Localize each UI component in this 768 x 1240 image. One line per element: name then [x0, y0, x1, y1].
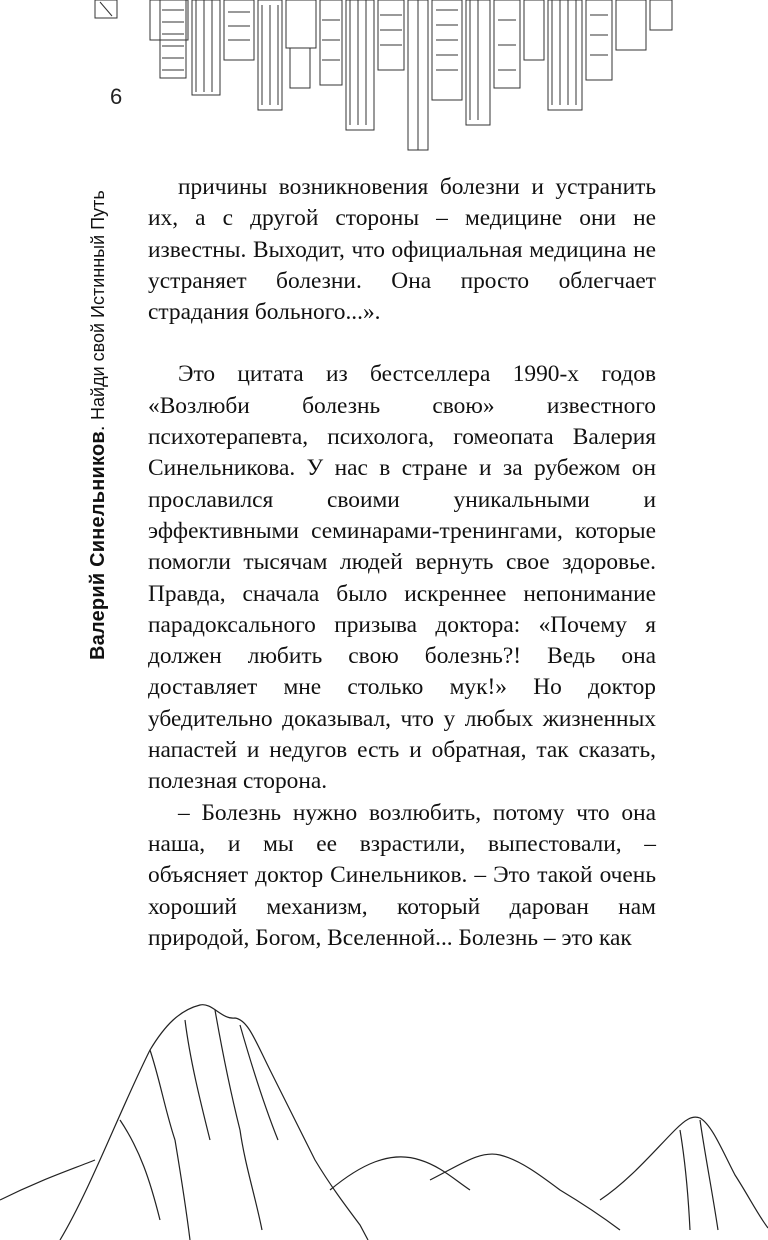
paragraph-continued: причины возникновения болезни и устранить их, а с другой стороны – медицине они не известны. Выходит, что официальная медицина не устраняет болезни. Она просто облегчает страдания больного...». — [148, 174, 656, 326]
city-skyline-sketch — [0, 0, 768, 160]
running-head — [86, 190, 110, 660]
paragraph-dialogue: – Болезнь нужно возлюбить, потому что она наша, и мы ее взрастили, выпестовали, – объясняет доктор Синельников. – Это такой очень хороший механизм, который дарован нам природой, Богом, Вселенной... Болезнь – это как — [148, 799, 656, 951]
running-head-author: Валерий Синельников — [87, 431, 109, 660]
body-text — [148, 172, 656, 954]
page-number: 6 — [110, 84, 123, 109]
paragraph: Это цитата из бестселлера 1990-х годов «Возлюби болезнь свою» известного психотерапевта, психолога, гомеопата Валерия Синельникова. У нас в стране и за рубежом он прославился своими уникальными и эффективными семинарами-тренингами, которые помогли тысячам людей вернуть свое здоровье. Правда, сначала было искреннее непонимание парадоксального призыва доктора: «Почему я должен любить свою болезнь?! Ведь она доставляет мне столько мук!» Но доктор убедительно доказывал, что у любых жизненных напастей и недугов есть и обратная, так сказать, полезная сторона. — [148, 361, 656, 795]
mountain-range-sketch — [0, 990, 768, 1240]
running-head-separator: . — [87, 420, 109, 432]
running-head-title: Найди свой Истинный Путь — [88, 190, 108, 420]
